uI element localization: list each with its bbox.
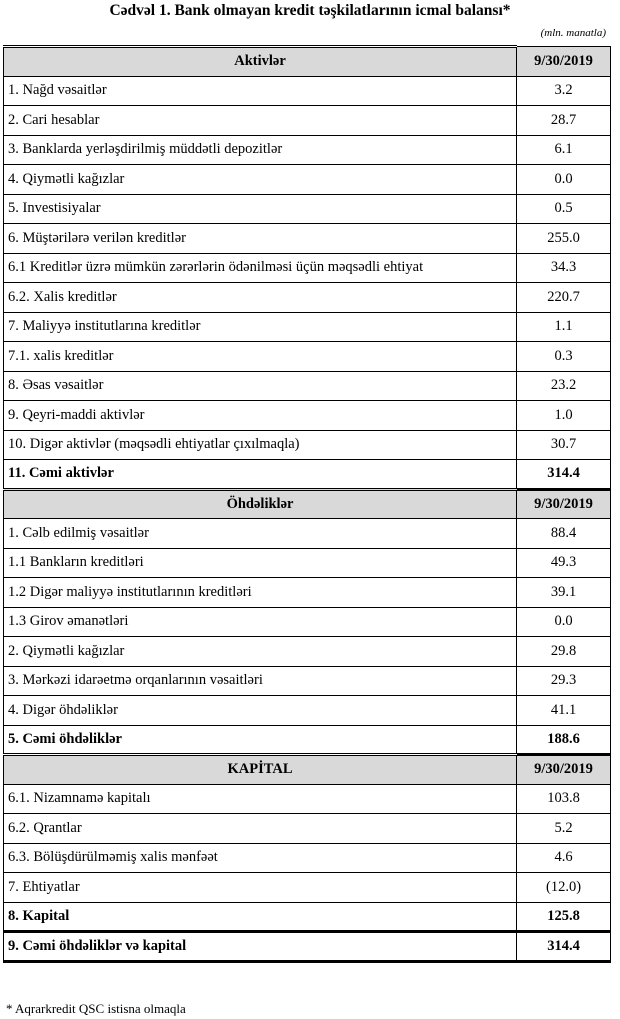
table-row [4,194,611,224]
table-row [4,401,611,431]
table-row-label: 6.2. Xalis kreditlər [4,283,517,313]
table-row-value: 3.2 [517,76,611,106]
total-row [4,460,611,490]
footnote: * Aqrarkredit QSC istisna olmaqla [6,1001,186,1016]
table-row [4,165,611,195]
total-row-label: 8. Kapital [4,902,517,932]
table-row [4,135,611,165]
section-header-label: KAPİTAL [4,755,517,785]
section-header [4,755,611,785]
table-row-label: 10. Digər aktivlər (məqsədli ehtiyatlar çıxılmaqla) [4,430,517,460]
table-row-value: 0.0 [517,607,611,637]
total-row-value: 188.6 [517,725,611,755]
table-row-label: 6. Müştərilərə verilən kreditlər [4,224,517,254]
table-row [4,283,611,313]
section-header-value: 9/30/2019 [517,755,611,785]
table-row [4,696,611,726]
table-row-value: 1.1 [517,312,611,342]
unit-note: (mln. manatla) [540,27,606,39]
table-row [4,548,611,578]
table-row-value: 28.7 [517,106,611,136]
table-row [4,873,611,903]
table-row-label: 6.3. Bölüşdürülməmiş xalis mənfəət [4,843,517,873]
section-header-value: 9/30/2019 [517,489,611,519]
table-row-value: 34.3 [517,253,611,283]
table-row-label: 1. Cəlb edilmiş vəsaitlər [4,519,517,549]
table-row [4,637,611,667]
table-row-label: 6.1 Kreditlər üzrə mümkün zərərlərin ödənilməsi üçün məqsədli ehtiyat [4,253,517,283]
total-row-value: 314.4 [517,460,611,490]
table-row-label: 3. Banklarda yerləşdirilmiş müddətli depozitlər [4,135,517,165]
table-row-label: 7. Maliyyə institutlarına kreditlər [4,312,517,342]
table-row-label: 2. Cari hesablar [4,106,517,136]
table-row-label: 8. Əsas vəsaitlər [4,371,517,401]
total-row-label: 5. Cəmi öhdəliklər [4,725,517,755]
table-row [4,430,611,460]
table-row [4,784,611,814]
table-row [4,666,611,696]
table-row-value: 4.6 [517,843,611,873]
table-row-value: 6.1 [517,135,611,165]
table-row-label: 2. Qiymətli kağızlar [4,637,517,667]
table-row [4,106,611,136]
table-row-label: 4. Digər öhdəliklər [4,696,517,726]
table-row-value: 29.8 [517,637,611,667]
table-row-label: 7. Ehtiyatlar [4,873,517,903]
table-row-value: 30.7 [517,430,611,460]
table-row [4,607,611,637]
grand-total-row [4,932,611,962]
section-header-label: Öhdəliklər [4,489,517,519]
table-row-value: 41.1 [517,696,611,726]
table-row-label: 6.2. Qrantlar [4,814,517,844]
table-row-value: 255.0 [517,224,611,254]
table-row-value: 220.7 [517,283,611,313]
section-header [4,47,611,77]
table-row [4,371,611,401]
table-row-label: 1.2 Digər maliyyə institutlarının kreditləri [4,578,517,608]
table-row [4,578,611,608]
table-row [4,253,611,283]
table-row-value: 88.4 [517,519,611,549]
table-row-label: 6.1. Nizamnamə kapitalı [4,784,517,814]
table-row [4,814,611,844]
section-header [4,489,611,519]
table-row-label: 5. Investisiyalar [4,194,517,224]
table-row [4,843,611,873]
table-row-label: 3. Mərkəzi idarəetmə orqanlarının vəsaitləri [4,666,517,696]
balance-table [3,45,611,963]
total-row [4,902,611,932]
total-row-label: 11. Cəmi aktivlər [4,460,517,490]
table-row-value: 1.0 [517,401,611,431]
grand-total-row-value: 314.4 [517,932,611,962]
table-row-value: 39.1 [517,578,611,608]
table-row-label: 1.1 Bankların kreditləri [4,548,517,578]
balance-table-body [4,47,611,962]
grand-total-row-label: 9. Cəmi öhdəliklər və kapital [4,932,517,962]
table-row-value: 0.5 [517,194,611,224]
table-row-label: 7.1. xalis kreditlər [4,342,517,372]
table-row-value: 103.8 [517,784,611,814]
total-row-value: 125.8 [517,902,611,932]
table-row-value: 49.3 [517,548,611,578]
table-row-value: 23.2 [517,371,611,401]
table-row-label: 4. Qiymətli kağızlar [4,165,517,195]
table-row-value: (12.0) [517,873,611,903]
table-row-value: 5.2 [517,814,611,844]
table-row [4,312,611,342]
table-row [4,342,611,372]
section-header-label: Aktivlər [4,47,517,77]
table-row [4,76,611,106]
table-row-value: 29.3 [517,666,611,696]
table-row-label: 9. Qeyri-maddi aktivlər [4,401,517,431]
table-row [4,224,611,254]
table-row-value: 0.3 [517,342,611,372]
table-row-label: 1. Nağd vəsaitlər [4,76,517,106]
section-header-value: 9/30/2019 [517,47,611,77]
table-title: Cədvəl 1. Bank olmayan kredit təşkilatlarının icmal balansı* [109,2,511,19]
table-row-value: 0.0 [517,165,611,195]
total-row [4,725,611,755]
table-row [4,519,611,549]
table-row-label: 1.3 Girov əmanətləri [4,607,517,637]
